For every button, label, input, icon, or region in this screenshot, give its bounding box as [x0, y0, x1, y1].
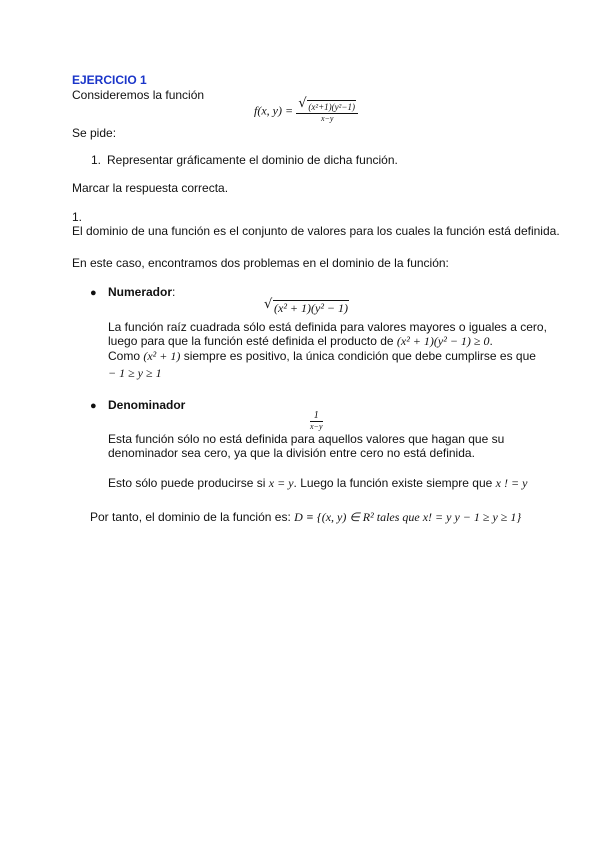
- numerator-colon: :: [172, 285, 176, 299]
- function-denominator: x−y: [320, 114, 334, 123]
- denominator-bullet: ●: [90, 400, 97, 412]
- conclusion-line: Por tanto, el dominio de la función es: D ≡ {(x, y) ∈ R² tales que x! = y y − 1 ≥ y ≥ 1}: [90, 510, 522, 524]
- numerator-condition: − 1 ≥ y ≥ 1: [108, 366, 162, 380]
- definition-text: El dominio de una función es el conjunto de valores para los cuales la función está definida.: [72, 224, 560, 238]
- problems-intro: En este caso, encontramos dos problemas en el dominio de la función:: [72, 256, 449, 270]
- numerator-formula: √ (x² + 1)(y² − 1): [264, 297, 349, 315]
- denominator-heading: Denominador: [108, 398, 186, 412]
- instruction-text: Marcar la respuesta correcta.: [72, 181, 229, 195]
- numerator-heading: Numerador: [108, 285, 173, 299]
- positive-term: (x² + 1): [143, 349, 181, 363]
- intro-text: Consideremos la función: [72, 88, 205, 102]
- denominator-line2: denominador sea cero, ya que la división entre cero no está definida.: [108, 446, 475, 460]
- function-fraction: √ (x²+1)(y²−1) x−y: [296, 100, 358, 123]
- numerator-heading-line: [108, 285, 175, 299]
- domain-formula: D ≡ {(x, y) ∈ R² tales que x! = y y − 1 ≥ y ≥ 1}: [294, 510, 522, 524]
- function-lhs: f(x, y) =: [254, 103, 294, 118]
- exercise-title: EJERCICIO 1: [72, 73, 147, 87]
- equality-condition: x = y: [268, 476, 294, 490]
- denominator-line1: Esta función sólo no está definida para aquellos valores que hagan que su: [108, 432, 505, 446]
- denominator-line3: Esto sólo puede producirse si x = y. Luego la función existe siempre que x ! = y: [108, 476, 528, 490]
- numerator-bullet: ●: [90, 287, 97, 299]
- numerator-line1: La función raíz cuadrada sólo está definida para valores mayores o iguales a cero,: [108, 320, 547, 334]
- se-pide-text: Se pide:: [72, 126, 117, 140]
- numerator-line2: luego para que la función esté definida el producto de (x² + 1)(y² − 1) ≥ 0.: [108, 334, 493, 348]
- function-numerator: (x²+1)(y²−1): [308, 102, 355, 112]
- denominator-fraction: $\frac{1}{x-y}$: [310, 410, 323, 431]
- product-inequality: (x² + 1)(y² − 1) ≥ 0: [396, 334, 490, 348]
- task-text: Representar gráficamente el dominio de dicha función.: [107, 153, 398, 167]
- numerator-line3: Como (x² + 1) siempre es positivo, la única condición que debe cumplirse es que: [108, 349, 536, 363]
- answer-number: 1.: [72, 210, 83, 224]
- main-function-formula: [254, 96, 358, 123]
- task-number: 1.: [91, 153, 102, 167]
- inequality-condition: x ! = y: [495, 476, 528, 490]
